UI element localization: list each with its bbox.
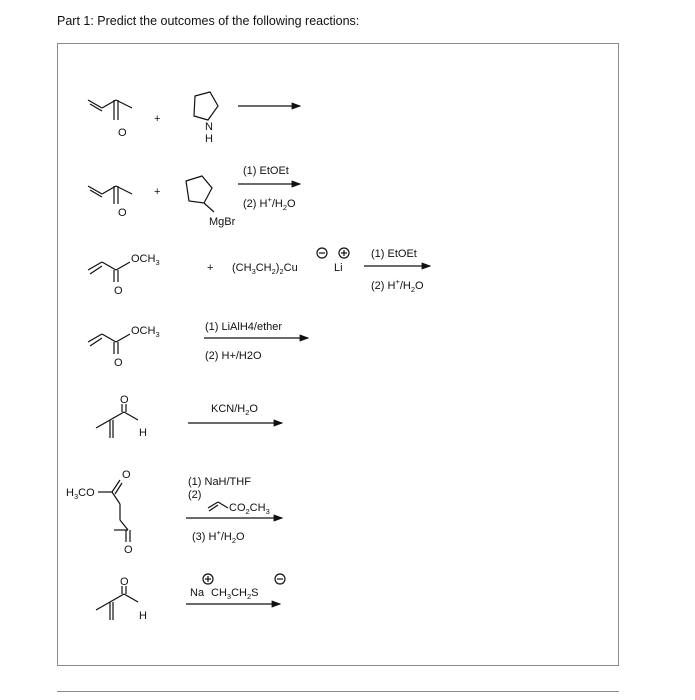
condition-5: KCN/$H_2O$ (211, 403, 258, 417)
mgbr-label: MgBr (209, 216, 236, 228)
pyrrolidine (194, 92, 218, 120)
pyrrolidine-nitrogen: N (205, 121, 213, 133)
plus-sign-2: + (154, 186, 161, 198)
condition-4-step2: (2) H+/H2O (205, 350, 262, 362)
acrylate-ester-label: $CO_2CH_3$ (229, 502, 270, 516)
methyl-acetoacetate (98, 480, 130, 542)
aldehyde-hydrogen-2: H (139, 610, 147, 622)
ketone-oxygen: O (124, 544, 133, 556)
carbonyl-oxygen-2: O (118, 207, 127, 219)
methacrolein-2 (96, 586, 138, 620)
carbonyl-oxygen-1: O (118, 127, 127, 139)
methyl-vinyl-ketone-2 (88, 186, 132, 204)
plus-sign-3: + (207, 262, 214, 274)
aldehyde-hydrogen-1: H (139, 427, 147, 439)
condition-3-step2: (2) $H^+/H_2O$ (371, 277, 424, 294)
carbonyl-oxygen-3: O (114, 285, 123, 297)
aldehyde-oxygen-1: O (120, 394, 129, 406)
condition-4-step1: (1) LiAlH4/ether (205, 321, 283, 333)
pyrrolidine-hydrogen: H (205, 133, 213, 145)
methyl-acrylate-small (208, 502, 228, 511)
carbonyl-oxygen-4: O (114, 357, 123, 369)
methoxy-group-1: $OCH_3$ (131, 253, 160, 267)
ester-carbonyl-oxygen: O (122, 469, 131, 481)
condition-6-step1: (1) NaH/THF (188, 476, 251, 488)
condition-3-step1: (1) EtOEt (371, 248, 417, 260)
page-heading: Part 1: Predict the outcomes of the following reactions: (57, 14, 360, 28)
ethanethiolate-reagent: $CH_3CH_2S$ (211, 587, 259, 601)
sodium-counterion: Na (190, 587, 205, 599)
methyl-acrylate-2 (88, 334, 130, 354)
condition-6-step3: (3) $H^+/H_2O$ (192, 528, 245, 545)
cuprate-reagent: $(CH_3CH_2)_2Cu$ (232, 262, 298, 276)
condition-6-step2: (2) (188, 489, 202, 501)
methyl-vinyl-ketone-1 (88, 100, 132, 120)
plus-sign-1: + (154, 113, 161, 125)
methoxy-ester-label: $H_3CO$ (66, 487, 95, 501)
condition-2-step1: (1) EtOEt (243, 165, 289, 177)
condition-2-step2: (2) $H^+/H_2O$ (243, 195, 296, 212)
cyclopentyl-ring (186, 176, 214, 212)
aldehyde-oxygen-2: O (120, 576, 129, 588)
methyl-acrylate-1 (88, 262, 130, 282)
lithium-counterion: Li (334, 262, 343, 274)
methacrolein-1 (96, 404, 138, 438)
methoxy-group-2: $OCH_3$ (131, 325, 160, 339)
